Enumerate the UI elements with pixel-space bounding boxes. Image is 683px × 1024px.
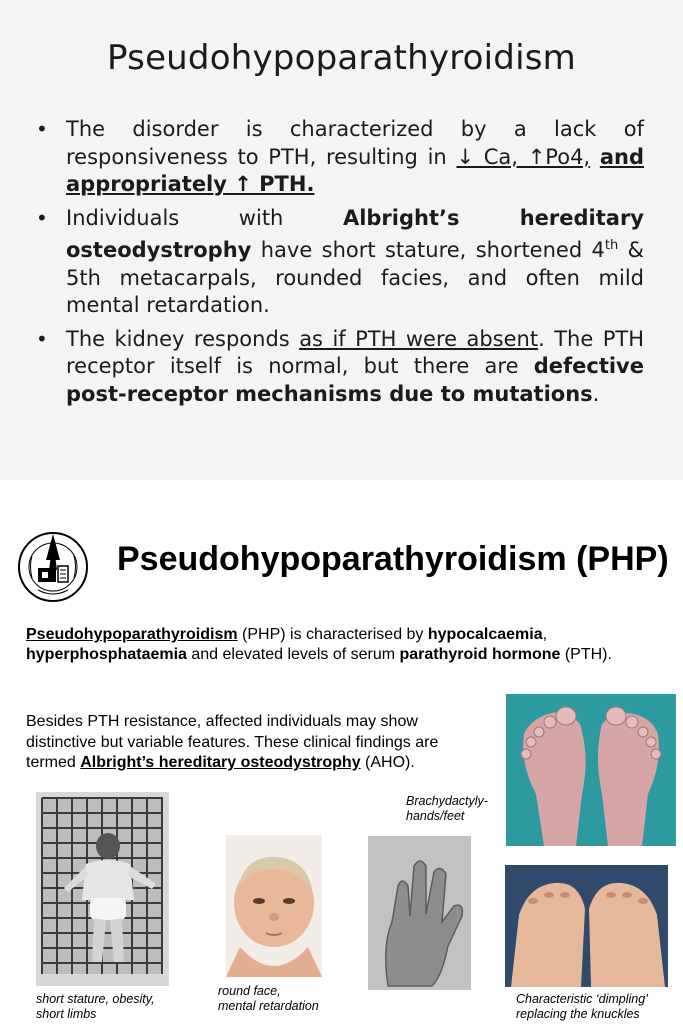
hand-photo: [368, 836, 471, 990]
slide-top: [0, 0, 683, 480]
slide-title: Pseudohypoparathyroidism (PHP): [117, 540, 669, 578]
bullet-list: [32, 116, 644, 414]
dimpling-caption: Characteristic ‘dimpling’ replacing the knuckles: [516, 992, 648, 1021]
slide-title: Pseudohypoparathyroidism: [107, 38, 576, 78]
features-paragraph: Besides PTH resistance, affected individuals may show distinctive but variable features. These clinical findings are termed Albright’s hereditary osteodystrophy (AHO).: [26, 713, 439, 771]
intro-paragraph: Pseudohypoparathyroidism (PHP) is characterised by hypocalcaemia, hyperphosphataemia and elevated levels of serum parathyroid hormone (PTH).: [26, 626, 612, 663]
short-stature-caption: short stature, obesity, short limbs: [36, 992, 155, 1021]
round-face-caption: round face, mental retardation: [218, 984, 319, 1013]
knuckles-photo: [505, 865, 668, 987]
bullet-item: • The disorder is characterized by a lack of responsiveness to PTH, resulting in ↓ Ca, ↑Po4, and appropriately ↑ PTH.: [36, 117, 644, 196]
bullet-item: • Individuals with Albright’s hereditary osteodystrophy have short stature, shortened 4th & 5th metacarpals, rounded facies, and often mild mental retardation.: [36, 205, 645, 317]
bullet-dot-icon: •: [36, 205, 48, 230]
slide-bottom: [0, 508, 683, 1024]
feet-photo: [506, 694, 676, 846]
bullet-dot-icon: •: [36, 117, 48, 141]
round-face-photo: [226, 835, 322, 977]
brachydactyly-caption: Brachydactyly- hands/feet: [406, 794, 488, 823]
bullet-item: • The kidney responds as if PTH were absent. The PTH receptor itself is normal, but there are defective post-receptor mechanisms due to mutations.: [36, 326, 645, 406]
bullet-dot-icon: •: [36, 326, 48, 351]
lab-logo: [16, 530, 90, 604]
short-stature-photo: [36, 792, 169, 986]
